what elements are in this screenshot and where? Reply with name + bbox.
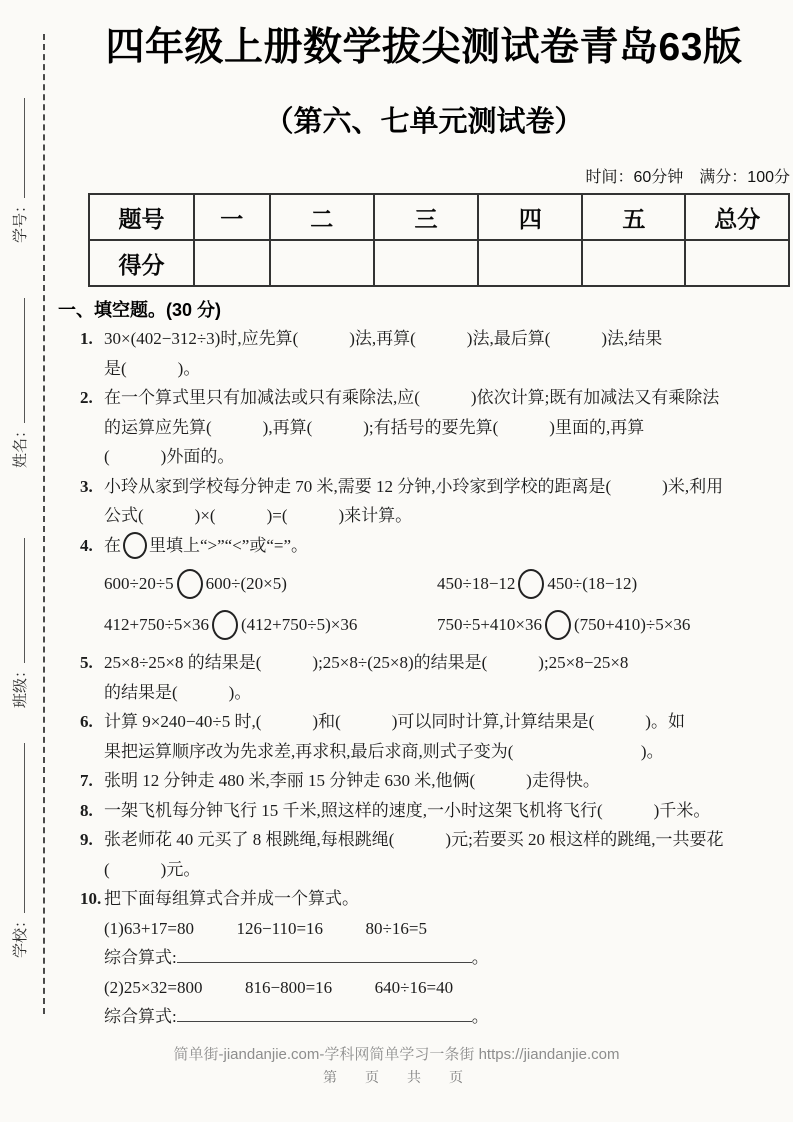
student-id-field [9, 77, 30, 243]
question-8 [80, 796, 770, 826]
question-2 [80, 383, 770, 472]
compare-circle-blank [518, 569, 544, 599]
score-table-score-row [89, 240, 789, 286]
footer-watermark: 简单街-jiandanjie.com-学科网简单学习一条街 https://jiandanjie.com [173, 1046, 620, 1063]
footer-page-number: 第 页 共 页 [323, 1069, 470, 1085]
score-cell [685, 240, 789, 286]
question-text: 一架飞机每分钟飞行 15 千米,照这样的速度,一小时这架飞机将飞行( )千米。 [104, 800, 711, 820]
score-cell [270, 240, 374, 286]
left-expression: 450÷18−12 [437, 574, 516, 594]
student-name-label: 姓名： [12, 422, 29, 468]
score-cell [478, 240, 582, 286]
answer-period: 。 [471, 1007, 489, 1027]
question-9 [80, 825, 770, 884]
page-title: 四年级上册数学拔尖测试卷青岛63版 [105, 26, 743, 69]
question-6 [80, 707, 770, 766]
school-underline [11, 743, 25, 913]
compare-circle-blank [177, 569, 203, 599]
question-text-pre: 在 [104, 535, 121, 555]
score-table-header-cell: 四 [478, 194, 582, 240]
right-expression: 600÷(20×5) [205, 574, 287, 594]
left-expression: 600÷20÷5 [104, 574, 174, 594]
right-expression: (412+750÷5)×36 [241, 615, 358, 635]
question-1 [80, 324, 770, 383]
class-underline [11, 538, 25, 663]
student-name-underline [11, 298, 25, 423]
score-table-header-row [89, 194, 789, 240]
left-expression: 412+750÷5×36 [104, 615, 210, 635]
answer-label: 综合算式: [104, 1007, 177, 1027]
score-table [88, 193, 790, 287]
answer-underline [177, 1005, 472, 1022]
question-number: 9. [80, 830, 93, 850]
question-text: 张明 12 分钟走 480 米,李丽 15 分钟走 630 米,他俩( )走得快。 [104, 771, 600, 791]
question-number: 5. [80, 653, 93, 673]
school-field [9, 723, 30, 958]
question-text: 果把运算顺序改为先求差,再求积,最后求商,则式子变为( )。 [104, 741, 664, 761]
question-text: 的运算应先算( ),再算( );有括号的要先算( )里面的,再算 [104, 417, 645, 437]
score-table-header-cell: 题号 [89, 194, 194, 240]
question-text: 张老师花 40 元买了 8 根跳绳,每根跳绳( )元;若要买 20 根这样的跳绳,一共要花 [104, 830, 724, 850]
question-7 [80, 766, 770, 796]
question-text: 小玲从家到学校每分钟走 70 米,需要 12 分钟,小玲家到学校的距离是( )米,利用 [104, 476, 724, 496]
question-text: 把下面每组算式合并成一个算式。 [104, 889, 359, 909]
question-list [80, 324, 770, 1032]
question-text: 30×(402−312÷3)时,应先算( )法,再算( )法,最后算( )法,结果 [104, 329, 663, 348]
comparison-item [104, 563, 437, 604]
student-id-underline [11, 98, 25, 198]
score-row-label: 得分 [89, 240, 194, 286]
question-number: 1. [80, 329, 93, 348]
question-text-post: 里填上“>”“<”或“=”。 [149, 535, 309, 555]
school-label: 学校： [12, 912, 29, 958]
question-number: 8. [80, 800, 93, 820]
score-cell [582, 240, 685, 286]
score-table-header-cell: 二 [270, 194, 374, 240]
binding-dashed-line [43, 34, 45, 1014]
equation-group-1: (1)63+17=80 126−110=16 80÷16=5 [104, 918, 427, 938]
class-label: 班级： [12, 662, 29, 708]
question-3 [80, 472, 770, 531]
answer-label: 综合算式: [104, 948, 177, 968]
question-number: 7. [80, 771, 93, 791]
question-text: 计算 9×240−40÷5 时,( )和( )可以同时计算,计算结果是( )。如 [104, 712, 685, 732]
compare-circle-blank [545, 610, 571, 640]
question-number: 10. [80, 889, 102, 909]
answer-line-1 [104, 943, 770, 973]
comparison-item [104, 604, 437, 645]
question-text: 公式( )×( )=( )来计算。 [104, 506, 413, 525]
question-text [104, 531, 770, 562]
score-table-header-cell: 一 [194, 194, 270, 240]
score-table-header-cell: 五 [582, 194, 685, 240]
student-id-label: 学号： [12, 197, 29, 243]
equation-group-2: (2)25×32=800 816−800=16 640÷16=40 [104, 977, 454, 997]
comparison-grid [104, 563, 770, 645]
question-5 [80, 648, 770, 707]
question-number: 3. [80, 476, 93, 496]
score-table-header-cell: 三 [374, 194, 478, 240]
score-table-header-cell: 总分 [685, 194, 789, 240]
compare-circle-blank [123, 532, 147, 559]
right-expression: 450÷(18−12) [547, 574, 638, 594]
class-field [9, 526, 30, 708]
compare-circle-blank [212, 610, 238, 640]
question-number: 4. [80, 535, 93, 555]
time-score-meta: 时间：60分钟 满分：100分 [585, 169, 790, 186]
comparison-item [437, 604, 770, 645]
score-cell [194, 240, 270, 286]
question-text: ( )外面的。 [104, 447, 235, 466]
answer-line-2 [104, 1002, 770, 1032]
question-text: ( )元。 [104, 859, 201, 879]
student-name-field [9, 288, 30, 468]
question-number: 6. [80, 712, 93, 732]
question-text: 在一个算式里只有加减法或只有乘除法,应( )依次计算;既有加减法又有乘除法 [104, 388, 720, 407]
question-10 [80, 884, 770, 1032]
question-4 [80, 531, 770, 646]
comparison-item [437, 563, 770, 604]
question-text: 是( )。 [104, 358, 201, 378]
answer-underline [177, 946, 472, 963]
answer-period: 。 [471, 948, 489, 968]
main-content [58, 16, 790, 1032]
score-cell [374, 240, 478, 286]
question-text: 的结果是( )。 [104, 682, 252, 702]
question-number: 2. [80, 388, 93, 407]
page-subtitle: （第六、七单元测试卷） [264, 106, 584, 138]
question-text: 25×8÷25×8 的结果是( );25×8÷(25×8)的结果是( );25×8−25×8 [104, 653, 629, 673]
section-heading: 一、填空题。(30 分) [58, 300, 222, 320]
right-expression: (750+410)÷5×36 [574, 615, 691, 635]
left-expression: 750÷5+410×36 [437, 615, 543, 635]
